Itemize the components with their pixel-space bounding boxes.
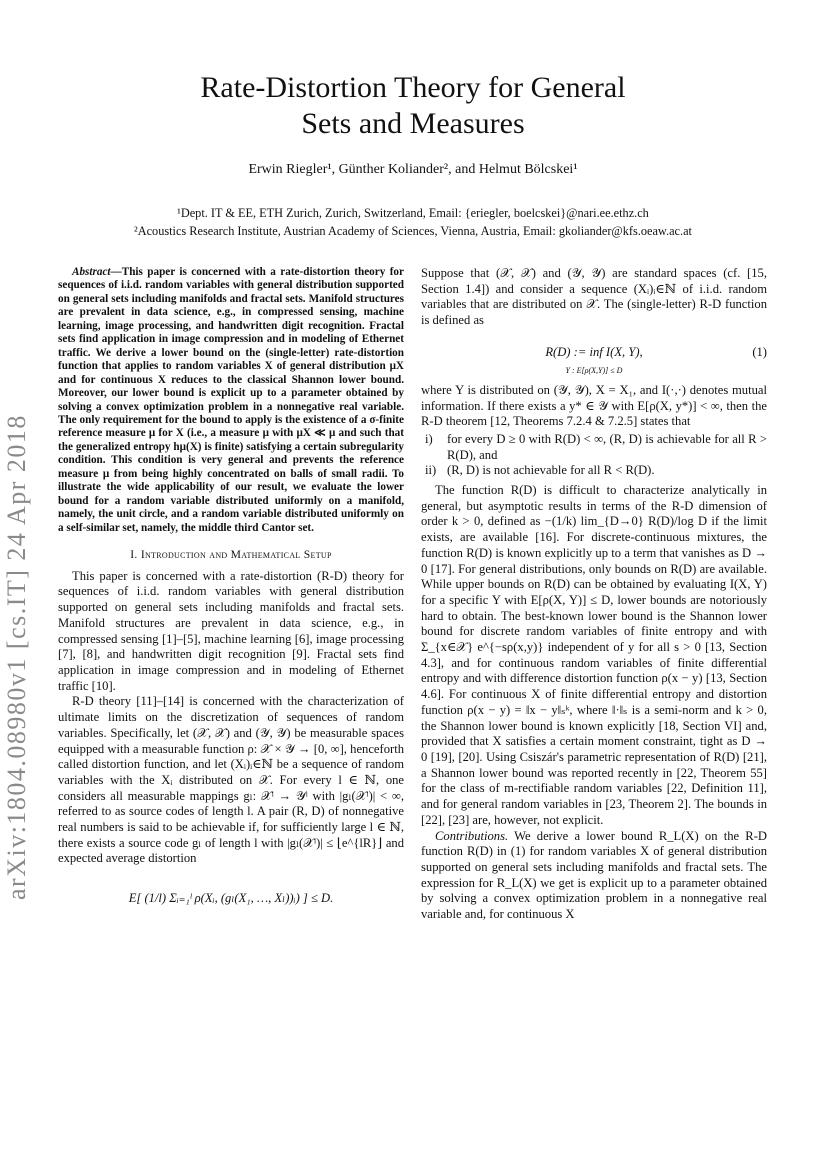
equation-1-body: R(D) := inf I(X, Y), (545, 344, 643, 359)
paper-title (60, 70, 766, 142)
section-title: Introduction and Mathematical Setup (140, 548, 332, 562)
abstract (58, 266, 404, 535)
after-equation-paragraph: where Y is distributed on (𝒴, 𝒴), X = X₁, and I(·,·) denotes mutual information. If there exists a y* ∈ 𝒴 with E[ρ(X, y*)] < ∞, then the R-D theorem [12, Theorems 7.2.4 & 7.2.5] states that (421, 382, 767, 429)
section-numeral: I. (130, 548, 141, 562)
contributions-paragraph (421, 829, 767, 923)
intro-paragraph-1: This paper is concerned with a rate-distortion (R-D) theory for sequences of i.i.d. random variables with general distribution supported on general sets including manifolds and fractal sets. Manifold structures are prevalent in data science, e.g., in compressed sensing [1]–[5], machine learning [6], image processing [7], [8], and handwritten digit recognition [9]. Fractal sets find application in image compression and in modeling of Ethernet traffic [10]. (58, 568, 404, 693)
equation-1-constraint: Y : E[ρ(X,Y)] ≤ D (565, 365, 623, 375)
list-item-text: (R, D) is not achievable for all R < R(D). (447, 463, 655, 478)
intro-paragraph-2: R-D theory [11]–[14] is concerned with the characterization of ultimate limits on the discretization of sequences of random variables. Specifically, let (𝒳, 𝒳) and (𝒴, 𝒴) be measurable spaces equipped with a measurable function ρ: 𝒳 × 𝒴 → [0, ∞], henceforth called distortion function, and let (Xᵢ)ᵢ∈ℕ be a sequence of random variables with the Xᵢ distributed on 𝒳. For every l ∈ ℕ, one considers all measurable mappings gₗ: 𝒳ˡ → 𝒴ˡ with |gₗ(𝒳ˡ)| < ∞, referred to as source codes of length l. A pair (R, D) of nonnegative real numbers is said to be achievable if, for sufficiently large l ∈ ℕ, there exists a source code gₗ of length l with |gₗ(𝒳ˡ)| ≤ ⌊e^{lR}⌋ and expected average distortion (58, 694, 404, 866)
arxiv-stamp[interactable]: arXiv:1804.08980v1 [cs.IT] 24 Apr 2018 (2, 414, 31, 900)
author-list: Erwin Riegler¹, Günther Koliander², and Helmut Bölcskei¹ (248, 162, 578, 177)
contributions-text: We derive a lower bound R_L(X) on the R-D function R(D) in (1) for random variables X of general distribution supported on general sets including manifolds and fractal sets. The expression for R_L(X) we get is explicit up to a parameter obtained by solving a convex optimization problem in a nonnegative real variable and, for continuous X (421, 828, 767, 922)
list-item-label: ii) (425, 463, 437, 478)
title-line-2: Sets and Measures (301, 107, 525, 140)
equation-1-number: (1) (752, 344, 767, 359)
affiliation-1: ¹Dept. IT & EE, ETH Zurich, Zurich, Switzerland, Email: {eriegler, boelcskei}@nari.ee.ethz.ch (177, 206, 649, 220)
section-heading (58, 547, 404, 563)
abstract-text: —This paper is concerned with a rate-distortion theory for sequences of i.i.d. random variables with general distribution supported on general sets including manifolds and fractal sets. Manifold structures are prevalent in data science, e.g., in compressed sensing, machine learning, image processing, and handwritten digit recognition. Fractal sets find application in image compression and in modeling of Ethernet traffic. We derive a lower bound on the (single-letter) rate-distortion function that applies to random variables X of general distribution μX and for continuous X reduces to the classical Shannon lower bound. Moreover, our lower bound is explicit up to a parameter obtained by solving a convex optimization problem in a nonnegative real variable. The only requirement for the bound to apply is the existence of a σ-finite reference measure μ for X (i.e., a measure μ with μX ≪ μ and such that the generalized entropy hμ(X) is finite) satisfying a certain subregularity condition. This condition is very general and prevents the reference measure μ from being highly concentrated on balls of small radii. To illustrate the wide applicability of our result, we evaluate the lower bound for a random variable distributed uniformly on a manifold, namely, the unit circle, and a random variable distributed uniformly on a self-similar set, namely, the middle third Cantor set. (58, 266, 404, 534)
equation-1 (421, 335, 767, 379)
rd-theorem-list (421, 432, 767, 479)
bounds-paragraph: The function R(D) is difficult to characterize analytically in general, but asymptotic results in terms of the R-D dimension of order k > 0, defined as −(1/k) lim_{D→0} R(D)/log D if the limit exists, are available [16]. For discrete-continuous mixtures, the function R(D) is known explicitly up to a term that vanishes as D → 0 [17]. For general distributions, only bounds on R(D) are available. While upper bounds on R(D) can be obtained by evaluating I(X, Y) for a specific Y with E[ρ(X, Y)] ≤ D, lower bounds are notoriously hard to obtain. The best-known lower bound is the Shannon lower bound for discrete random variables of finite entropy and with Σ_{x∈𝒳} e^{−sρ(x,y)} independent of y for all s > 0 [13, Section 4.3], and for continuous random variables of finite differential entropy and with difference distortion function ρ(x − y) [13, Section 4.6]. For continuous X of finite differential entropy and distortion function ρ(x − y) = ‖x − y‖ₛᵏ, where ‖·‖ₛ is a semi-norm and k > 0, the Shannon lower bound is known explicitly [18, Section VI] and, provided that X satisfies a certain moment constraint, tight as D → 0 [19], [20]. Using Csiszár's parametric representation of R(D) [21], a Shannon lower bound was reported recently in [22, Theorem 55] for the class of m-rectifiable random variables [22, Definition 11], and for general random variables in [23, Theorem 2]. The bounds in [22], [23] are, however, not explicit. (421, 483, 767, 827)
contributions-lead: Contributions. (435, 828, 509, 843)
list-item (421, 432, 767, 463)
left-column (58, 266, 404, 933)
affiliation-2: ²Acoustics Research Institute, Austrian Academy of Sciences, Vienna, Austria, Email: gkoliander@kfs.oeaw.ac.at (134, 224, 692, 238)
list-item-text: for every D ≥ 0 with R(D) < ∞, (R, D) is achievable for all R > R(D), and (447, 431, 767, 462)
list-item-label: i) (425, 431, 433, 446)
setup-paragraph: Suppose that (𝒳, 𝒳) and (𝒴, 𝒴) are standard spaces (cf. [15, Section 1.4]) and consider a sequence (Xᵢ)ᵢ∈ℕ of i.i.d. random variables that are distributed on 𝒳. The (single-letter) R-D function is defined as (421, 266, 767, 328)
list-item (421, 463, 767, 479)
distortion-equation-body: E[ (1/l) Σᵢ₌₁ˡ ρ(Xᵢ, (gₗ(X₁, …, Xₗ))ᵢ) ] ≤ D. (128, 891, 334, 906)
right-column (421, 266, 767, 923)
distortion-equation (58, 875, 404, 929)
title-line-1: Rate-Distortion Theory for General (200, 71, 626, 104)
abstract-lead: Abstract (72, 266, 111, 278)
